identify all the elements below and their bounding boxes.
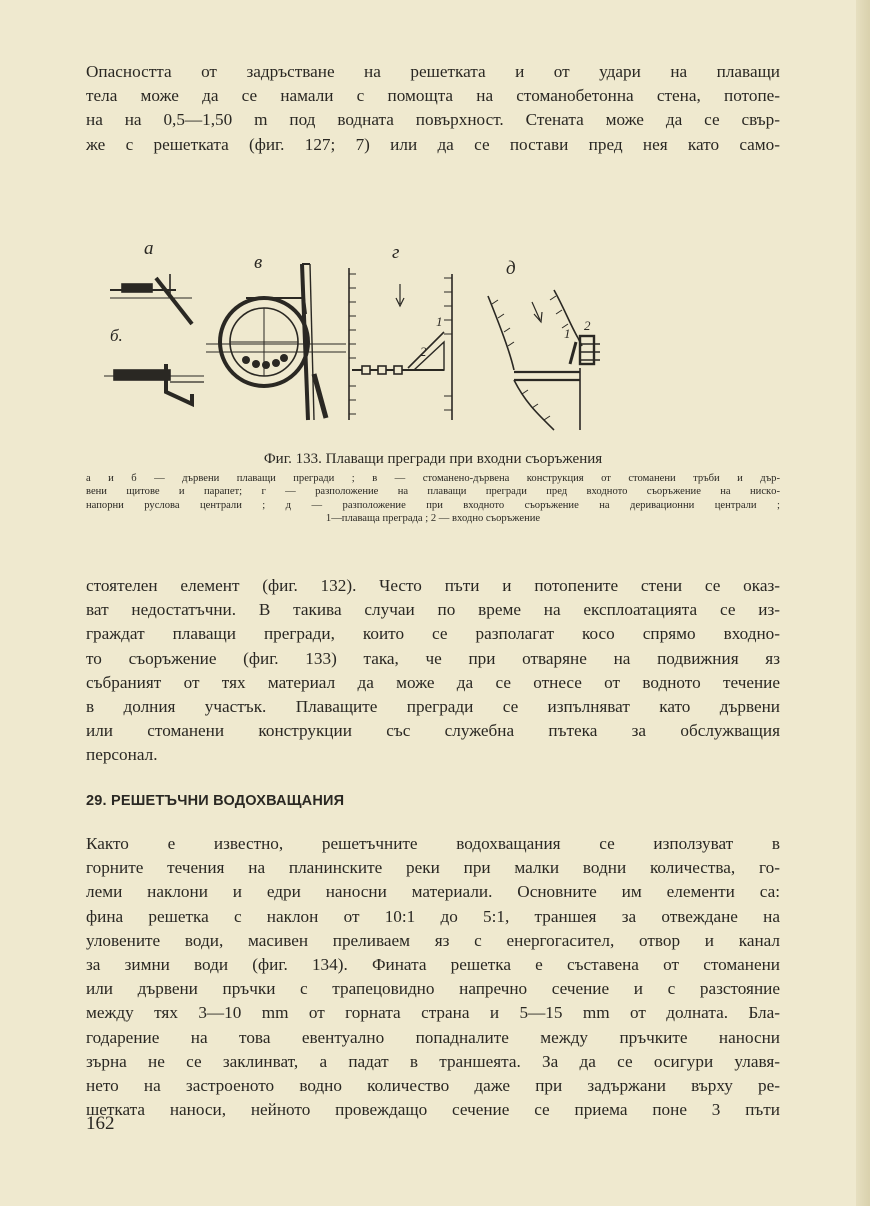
page-number: 162: [86, 1113, 115, 1134]
text-line: събраният от тях материал да може да се отнесе от водното течение: [86, 672, 780, 692]
diagram-d: [488, 290, 600, 430]
label-num-2: 2: [420, 344, 427, 359]
figure-133: [96, 234, 786, 440]
label-num-1: 1: [436, 314, 443, 329]
figure-drawing: [96, 234, 786, 440]
text-line: тела може да се намали с помощта на стоманобетонна стена, потопе-: [86, 86, 780, 106]
section-heading: 29. РЕШЕТЪЧНИ ВОДОХВАЩАНИЯ: [86, 793, 345, 809]
label-num-4: 2: [584, 318, 591, 333]
paragraph-3: [86, 832, 780, 1122]
caption-line: а и б — дървени плаващи прегради ; в — стоманено-дървена конструкция от стоманени тръби и дър-: [86, 473, 780, 484]
text-line: годарение на това евентуално попадналите между пръчките наносни: [86, 1027, 780, 1047]
text-line: или стоманени конструкции със служебна пътека за обслужващия: [86, 721, 780, 741]
label-b: б.: [110, 326, 123, 345]
text-line: фина решетка с наклон от 10:1 до 5:1, траншея за отвеждане на: [86, 906, 780, 926]
paragraph-1: [86, 60, 780, 157]
diagram-a: [110, 274, 192, 324]
label-d: д: [506, 258, 516, 279]
text-line: же с решетката (фиг. 127; 7) или да се постави пред нея като само-: [86, 134, 780, 154]
text-line: нето на застроеното водно количество даже при задържани върху ре-: [86, 1076, 780, 1096]
label-a: а: [144, 238, 154, 259]
paragraph-2: [86, 574, 780, 768]
text-line: то съоръжение (фиг. 133) така, че при отваряне на подвижния яз: [86, 648, 780, 668]
text-line: за зимни води (фиг. 134). Фината решетка е съставена от стоманени: [86, 955, 780, 975]
caption-line: вени щитове и парапет; г — разположение на плаващи прегради пред входното съоръжение на нискo-: [86, 486, 780, 498]
label-v: в: [254, 252, 263, 273]
text-line: или дървени пръчки с трапецовидно напречно сечение и с разстояние: [86, 979, 780, 999]
text-line: зърна не се заклинват, а падат в траншеята. За да се осигури улавя-: [86, 1051, 780, 1071]
text-line: леми наклони и едри наносни материали. Основните им елементи са:: [86, 882, 780, 902]
text-line: шетката наноси, нейното провеждащо сечение се приема поне 3 пъти: [86, 1100, 780, 1120]
text-line: персонал.: [86, 745, 158, 765]
text-line: между тях 3—10 mm от горната страна и 5—15 mm от долната. Бла-: [86, 1003, 780, 1023]
text-line: в долния участък. Плаващите прегради се изпълняват като дървени: [86, 697, 780, 717]
label-g: г: [392, 242, 400, 263]
diagram-g: [349, 268, 452, 420]
text-line: Опасността от задръстване на решетката и от удари на плаващи: [86, 62, 780, 81]
text-line: граждат плаващи прегради, които се разполагат косо спрямо входно-: [86, 624, 780, 644]
caption-line: напорни руслова централи ; д — разположение при входното съоръжение на деривационни централи ;: [86, 499, 780, 511]
text-line: горните течения на планинските реки при малки водни количества, го-: [86, 858, 780, 878]
text-line: Както е известно, решетъчните водохващания се използуват в: [86, 834, 780, 853]
figure-caption-title: Фиг. 133. Плаващи прегради при входни съоръжения: [263, 451, 603, 467]
text-line: уловените води, масивен преливаем яз с енергогасител, отвор и канал: [86, 930, 780, 950]
text-line: стоятелен елемент (фиг. 132). Често пъти и потопените стени се оказ-: [86, 576, 780, 595]
diagram-v: [206, 264, 346, 420]
text-line: ват недостатъчни. В такива случаи по време на експлоатацията се из-: [86, 600, 780, 620]
text-line: на на 0,5—1,50 m под водната повърхност. Стената може да се свър-: [86, 110, 780, 130]
page-edge: [856, 0, 870, 1206]
figure-caption-body: [86, 472, 780, 526]
label-num-3: 1: [564, 326, 571, 341]
diagram-b: [104, 364, 204, 404]
caption-line: 1—плаваща преграда ; 2 — входно съоръжение: [325, 513, 541, 525]
